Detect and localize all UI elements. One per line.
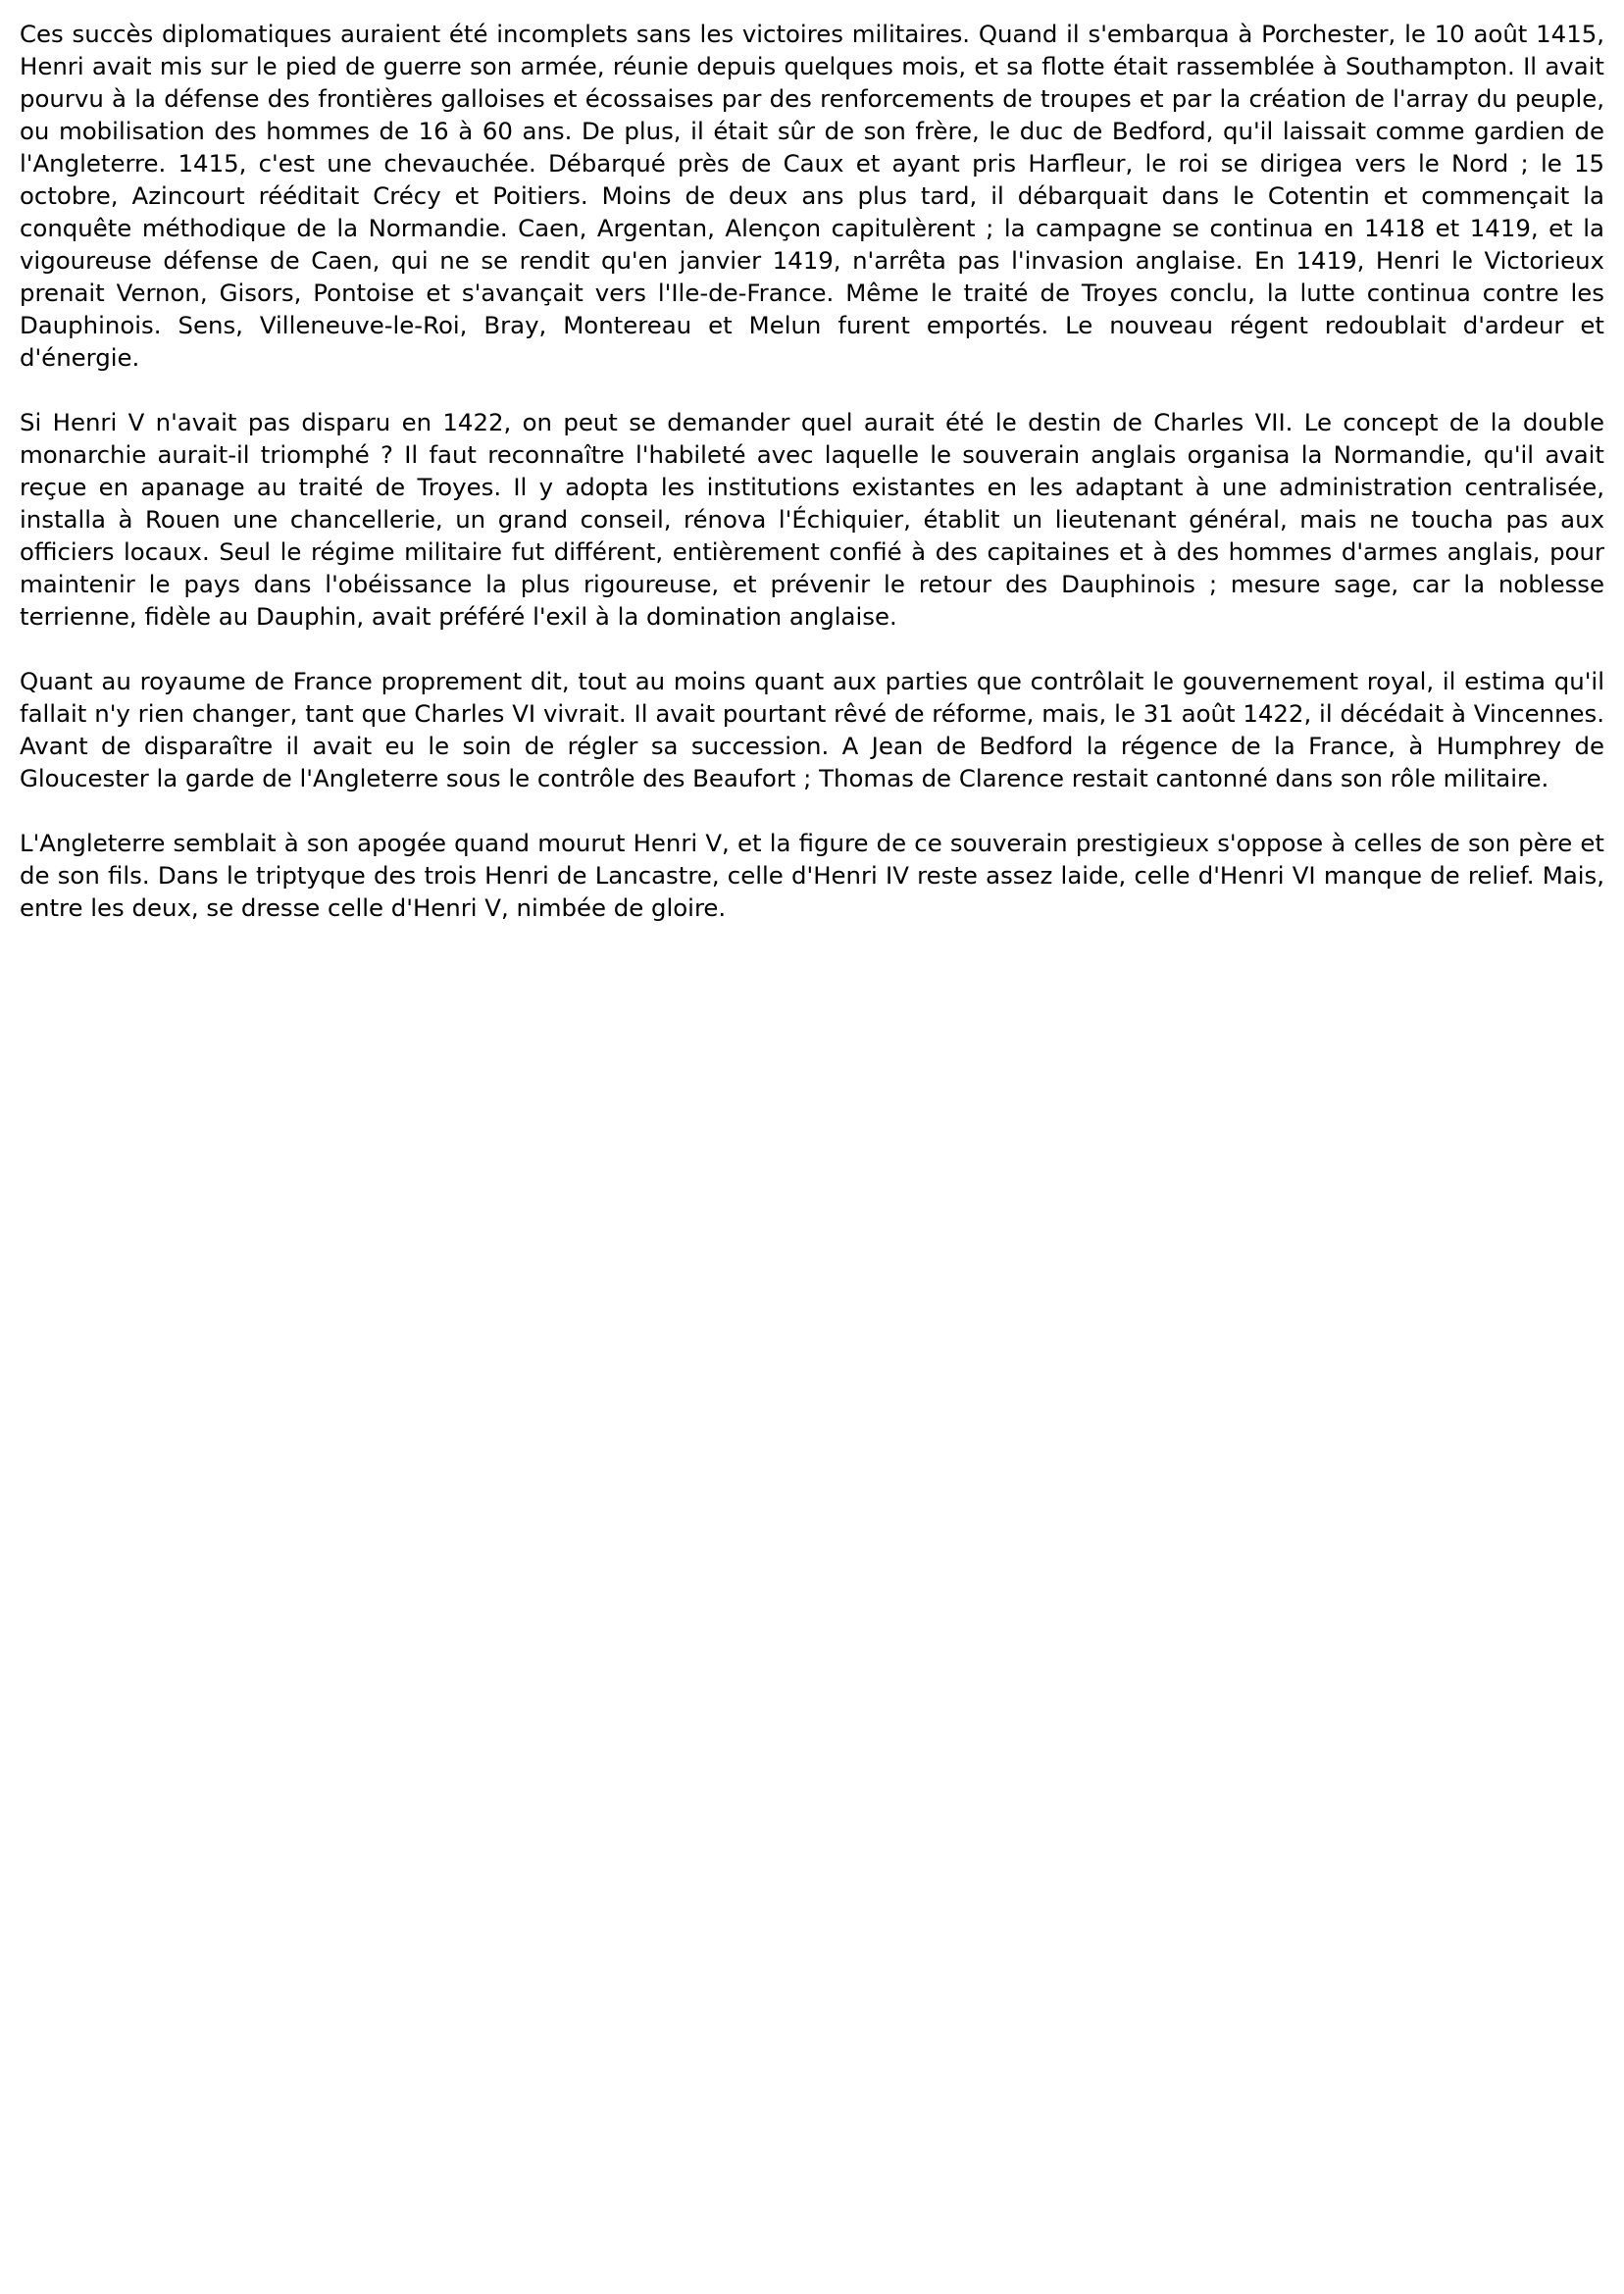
paragraph-kingdom-of-france: Quant au royaume de France proprement dit, tout au moins quant aux parties que contrôlait le gouvernement royal, il estima qu'il fallait n'y rien changer, tant que Charles VI vivrait. Il avait pourtant rêvé de réforme, mais, le 31 août 1422, il décédait à Vincennes. Avant de disparaître il avait eu le soin de régler sa succession. A Jean de Bedford la régence de la France, à Humphrey de Gloucester la garde de l'Angleterre sous le contrôle des Beaufort ; Thomas de Clarence restait cantonné dans son rôle militaire. xyxy=(20,667,1604,792)
paragraph-double-monarchy: Si Henri V n'avait pas disparu en 1422, on peut se demander quel aurait été le destin de Charles VII. Le concept de la double monarchie aurait-il triomphé ? Il faut reconnaître l'habileté avec laquelle le souverain anglais organisa la Normandie, qu'il avait reçue en apanage au traité de Troyes. Il y adopta les institutions existantes en les adaptant à une administration centralisée, installa à Rouen une chancellerie, un grand conseil, rénova l'Échiquier, établit un lieutenant général, mais ne toucha pas aux officiers locaux. Seul le régime militaire fut différent, entièrement confié à des capitaines et à des hommes d'armes anglais, pour maintenir le pays dans l'obéissance la plus rigoureuse, et prévenir le retour des Dauphinois ; mesure sage, car la noblesse terrienne, fidèle au Dauphin, avait préféré l'exil à la domination anglaise. xyxy=(20,408,1604,631)
paragraph-england-apogee: L'Angleterre semblait à son apogée quand mourut Henri V, et la figure de ce souverain prestigieux s'oppose à celles de son père et de son fils. Dans le triptyque des trois Henri de Lancastre, celle d'Henri IV reste assez laide, celle d'Henri VI manque de relief. Mais, entre les deux, se dresse celle d'Henri V, nimbée de gloire. xyxy=(20,829,1604,922)
document-body xyxy=(20,18,1604,956)
paragraph-military-victories: Ces succès diplomatiques auraient été incomplets sans les victoires militaires. Quand il s'embarqua à Porchester, le 10 août 1415, Henri avait mis sur le pied de guerre son armée, réunie depuis quelques mois, et sa flotte était rassemblée à Southampton. Il avait pourvu à la défense des frontières galloises et écossaises par des renforcements de troupes et par la création de l'array du peuple, ou mobilisation des hommes de 16 à 60 ans. De plus, il était sûr de son frère, le duc de Bedford, qu'il laissait comme gardien de l'Angleterre. 1415, c'est une chevauchée. Débarqué près de Caux et ayant pris Harfleur, le roi se dirigea vers le Nord ; le 15 octobre, Azincourt rééditait Crécy et Poitiers. Moins de deux ans plus tard, il débarquait dans le Cotentin et commençait la conquête méthodique de la Normandie. Caen, Argentan, Alençon capitulèrent ; la campagne se continua en 1418 et 1419, et la vigoureuse défense de Caen, qui ne se rendit qu'en janvier 1419, n'arrêta pas l'invasion anglaise. En 1419, Henri le Victorieux prenait Vernon, Gisors, Pontoise et s'avançait vers l'Ile-de-France. Même le traité de Troyes conclu, la lutte continua contre les Dauphinois. Sens, Villeneuve-le-Roi, Bray, Montereau et Melun furent emportés. Le nouveau régent redoublait d'ardeur et d'énergie. xyxy=(20,20,1604,372)
